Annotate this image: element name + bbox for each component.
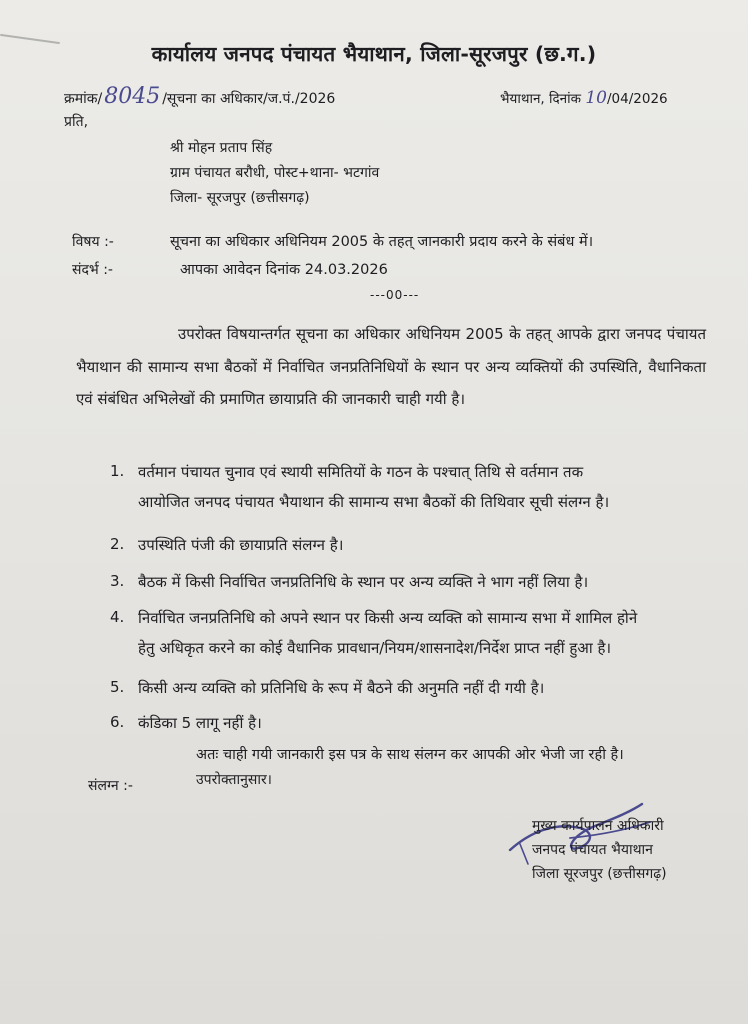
signature-block — [532, 814, 667, 886]
separator: ---00--- — [370, 288, 420, 302]
office-heading: कार्यालय जनपद पंचायत भैयाथान, जिला-सूरजपुर (छ.ग.) — [151, 42, 597, 66]
list-item-text-continued: आयोजित जनपद पंचायत भैयाथान की सामान्य सभा बैठकों की तिथिवार सूची संलग्न है। — [138, 493, 610, 511]
handwritten-date-day: 10 — [585, 88, 607, 108]
body-paragraph-text: उपरोक्त विषयान्तर्गत सूचना का अधिकार अधिनियम 2005 के तहत् आपके द्वारा जनपद पंचायत भैयाथान की सामान्य सभा बैठकों में निर्वाचित जनप्रतिनिधियों के स्थान पर अन्य व्यक्तियों की उपस्थिति, वैधानिकता एवं संबंधित अभिलेखों की प्रमाणित छायाप्रति की जानकारी चाही गयी है। — [76, 325, 706, 408]
list-item-text: निर्वाचित जनप्रतिनिधि को अपने स्थान पर किसी अन्य व्यक्ति को सामान्य सभा में शामिल होने — [138, 609, 638, 627]
reference-suffix: /सूचना का अधिकार/ज.पं./2026 — [162, 91, 336, 107]
reference-line — [64, 84, 335, 109]
list-item-number: 2. — [110, 535, 125, 553]
signatory-designation: मुख्य कार्यपालन अधिकारी — [532, 818, 664, 834]
date-line — [500, 88, 668, 108]
list-item-text: उपस्थिति पंजी की छायाप्रति संलग्न है। — [138, 536, 344, 554]
recipient-district: जिला- सूरजपुर (छत्तीसगढ़) — [170, 190, 310, 206]
list-item-text-continued: हेतु अधिकृत करने का कोई वैधानिक प्रावधान/नियम/शासनादेश/निर्देश प्राप्त नहीं हुआ है। — [138, 639, 612, 657]
recipient-name: श्री मोहन प्रताप सिंह — [170, 140, 273, 156]
signatory-office: जनपद पंचायत भैयाथान — [532, 842, 653, 858]
subject-label: विषय :- — [72, 234, 114, 250]
list-item-number: 4. — [110, 608, 125, 626]
enclosure-label: संलग्न :- — [88, 778, 133, 794]
subject-text: सूचना का अधिकार अधिनियम 2005 के तहत् जानकारी प्रदाय करने के संबंध में। — [170, 234, 594, 250]
signatory-district: जिला सूरजपुर (छत्तीसगढ़) — [532, 866, 667, 882]
recipient-address: ग्राम पंचायत बरौधी, पोस्ट+थाना- भटगांव — [170, 165, 380, 181]
date-suffix: /04/2026 — [606, 91, 668, 107]
list-item-number: 3. — [110, 572, 125, 590]
list-item-text: वर्तमान पंचायत चुनाव एवं स्थायी समितियों के गठन के पश्चात् तिथि से वर्तमान तक — [138, 463, 584, 481]
handwritten-reference-number: 8045 — [104, 84, 161, 109]
list-item-text: बैठक में किसी निर्वाचित जनप्रतिनिधि के स्थान पर अन्य व्यक्ति ने भाग नहीं लिया है। — [138, 573, 589, 591]
enclosure-value: उपरोक्तानुसार। — [196, 772, 272, 788]
reference-text: आपका आवेदन दिनांक 24.03.2026 — [180, 262, 388, 278]
reference-label: संदर्भ :- — [72, 262, 113, 278]
body-paragraph — [76, 318, 706, 416]
list-item-number: 1. — [110, 462, 125, 480]
list-item-number: 6. — [110, 713, 125, 731]
list-item-text: कंडिका 5 लागू नहीं है। — [138, 714, 262, 732]
list-item-text: किसी अन्य व्यक्ति को प्रतिनिधि के रूप में बैठने की अनुमति नहीं दी गयी है। — [138, 679, 545, 697]
to-label: प्रति, — [64, 114, 89, 130]
closing-line: अतः चाही गयी जानकारी इस पत्र के साथ संलग्न कर आपकी ओर भेजी जा रही है। — [196, 747, 624, 763]
date-prefix: भैयाथान, दिनांक — [500, 91, 582, 107]
reference-prefix: क्रमांक/ — [64, 91, 103, 107]
list-item-number: 5. — [110, 678, 125, 696]
